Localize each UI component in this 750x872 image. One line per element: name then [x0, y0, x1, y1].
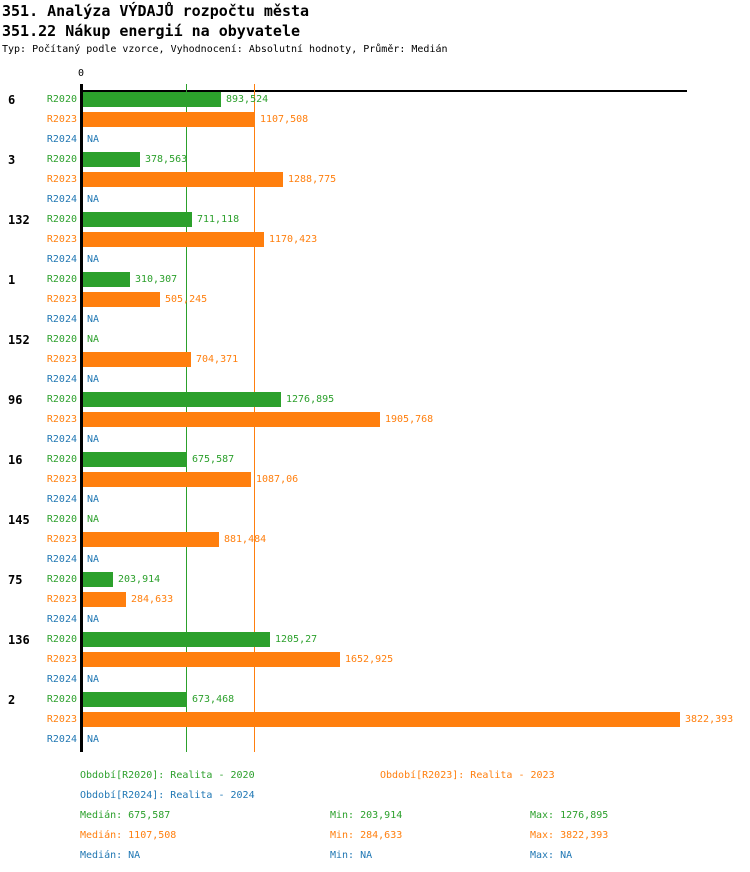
bar-r2020	[83, 212, 192, 227]
bar-r2023	[83, 532, 219, 547]
bar-value-label: 711,118	[197, 214, 240, 225]
bar-r2020	[83, 152, 140, 167]
series-label-r2020: R2020	[46, 214, 77, 225]
bar-value-label: 1170,423	[269, 234, 318, 245]
series-label-r2023: R2023	[46, 594, 77, 605]
na-label: NA	[87, 434, 100, 445]
series-label-r2023: R2023	[46, 654, 77, 665]
series-label-r2023: R2023	[46, 234, 77, 245]
series-label-r2023: R2023	[46, 414, 77, 425]
bar-r2023	[83, 292, 160, 307]
bar-r2020	[83, 572, 113, 587]
stat-min-r2020: Min: 203,914	[330, 810, 403, 821]
bar-r2023	[83, 652, 340, 667]
bar-r2023	[83, 112, 255, 127]
na-label: NA	[87, 334, 100, 345]
series-label-r2024: R2024	[46, 194, 77, 205]
stat-min-r2023: Min: 284,633	[330, 830, 403, 841]
na-label: NA	[87, 374, 100, 385]
series-label-r2020: R2020	[46, 274, 77, 285]
na-label: NA	[87, 134, 100, 145]
group-label: 6	[8, 93, 16, 107]
bar-r2020	[83, 392, 281, 407]
na-label: NA	[87, 554, 100, 565]
series-label-r2023: R2023	[46, 174, 77, 185]
series-label-r2024: R2024	[46, 254, 77, 265]
series-label-r2024: R2024	[46, 674, 77, 685]
series-label-r2023: R2023	[46, 114, 77, 125]
stat-max-r2023: Max: 3822,393	[530, 830, 609, 841]
bar-r2020	[83, 692, 187, 707]
stat-median-r2024: Medián: NA	[80, 850, 141, 861]
na-label: NA	[87, 494, 100, 505]
series-label-r2024: R2024	[46, 554, 77, 565]
group-label: 3	[8, 153, 16, 167]
stat-median-r2023: Medián: 1107,508	[80, 830, 177, 841]
group-label: 75	[8, 573, 23, 587]
page-title: 351. Analýza VÝDAJŮ rozpočtu města	[2, 2, 310, 20]
group-label: 16	[8, 453, 23, 467]
bar-r2020	[83, 452, 187, 467]
bar-value-label: 378,563	[145, 154, 188, 165]
bar-r2023	[83, 172, 283, 187]
bar-value-label: 203,914	[118, 574, 161, 585]
bar-r2023	[83, 352, 191, 367]
group-label: 1	[8, 273, 16, 287]
na-label: NA	[87, 734, 100, 745]
series-label-r2024: R2024	[46, 614, 77, 625]
series-label-r2023: R2023	[46, 534, 77, 545]
bar-value-label: 1288,775	[288, 174, 337, 185]
bar-value-label: 1087,06	[256, 474, 299, 485]
bar-value-label: 1276,895	[286, 394, 335, 405]
na-label: NA	[87, 314, 100, 325]
group-label: 145	[8, 513, 30, 527]
bar-value-label: 893,524	[226, 94, 269, 105]
bar-value-label: 704,371	[196, 354, 239, 365]
stat-max-r2024: Max: NA	[530, 850, 573, 861]
bar-r2023	[83, 412, 380, 427]
series-label-r2023: R2023	[46, 294, 77, 305]
bar-value-label: 1905,768	[385, 414, 434, 425]
na-label: NA	[87, 614, 100, 625]
na-label: NA	[87, 194, 100, 205]
bar-value-label: 675,587	[192, 454, 235, 465]
series-label-r2020: R2020	[46, 154, 77, 165]
series-label-r2020: R2020	[46, 634, 77, 645]
bar-r2023	[83, 232, 264, 247]
stat-max-r2020: Max: 1276,895	[530, 810, 609, 821]
chart-meta-line: Typ: Počítaný podle vzorce, Vyhodnocení: Absolutní hodnoty, Průměr: Medián	[2, 44, 448, 55]
bar-value-label: 284,633	[131, 594, 174, 605]
group-label: 2	[8, 693, 16, 707]
series-label-r2023: R2023	[46, 474, 77, 485]
series-label-r2023: R2023	[46, 354, 77, 365]
legend-item-r2023: Období[R2023]: Realita - 2023	[380, 770, 555, 781]
series-label-r2020: R2020	[46, 694, 77, 705]
series-label-r2020: R2020	[46, 514, 77, 525]
series-label-r2020: R2020	[46, 94, 77, 105]
legend-item-r2024: Období[R2024]: Realita - 2024	[80, 790, 255, 801]
series-label-r2020: R2020	[46, 454, 77, 465]
bar-r2023	[83, 592, 126, 607]
series-label-r2024: R2024	[46, 314, 77, 325]
series-label-r2023: R2023	[46, 714, 77, 725]
series-label-r2024: R2024	[46, 134, 77, 145]
group-label: 136	[8, 633, 30, 647]
series-label-r2024: R2024	[46, 494, 77, 505]
group-label: 132	[8, 213, 30, 227]
bar-value-label: 881,484	[224, 534, 267, 545]
page-subtitle: 351.22 Nákup energií na obyvatele	[2, 22, 301, 40]
group-label: 152	[8, 333, 30, 347]
stat-median-r2020: Medián: 675,587	[80, 810, 171, 821]
bar-value-label: 1205,27	[275, 634, 318, 645]
bar-value-label: 505,245	[165, 294, 208, 305]
legend-item-r2020: Období[R2020]: Realita - 2020	[80, 770, 255, 781]
group-label: 96	[8, 393, 23, 407]
na-label: NA	[87, 514, 100, 525]
bar-value-label: 1652,925	[345, 654, 394, 665]
x-axis-zero-tick-label: 0	[77, 68, 85, 79]
bar-value-label: 1107,508	[260, 114, 309, 125]
series-label-r2024: R2024	[46, 434, 77, 445]
bar-r2023	[83, 712, 680, 727]
bar-value-label: 3822,393	[685, 714, 734, 725]
stat-min-r2024: Min: NA	[330, 850, 373, 861]
series-label-r2020: R2020	[46, 334, 77, 345]
series-label-r2024: R2024	[46, 734, 77, 745]
series-label-r2020: R2020	[46, 394, 77, 405]
bar-value-label: 673,468	[192, 694, 235, 705]
na-label: NA	[87, 254, 100, 265]
series-label-r2024: R2024	[46, 374, 77, 385]
na-label: NA	[87, 674, 100, 685]
bar-r2020	[83, 632, 270, 647]
bar-r2020	[83, 92, 221, 107]
bar-r2020	[83, 272, 130, 287]
bar-value-label: 310,307	[135, 274, 178, 285]
bar-r2023	[83, 472, 251, 487]
series-label-r2020: R2020	[46, 574, 77, 585]
